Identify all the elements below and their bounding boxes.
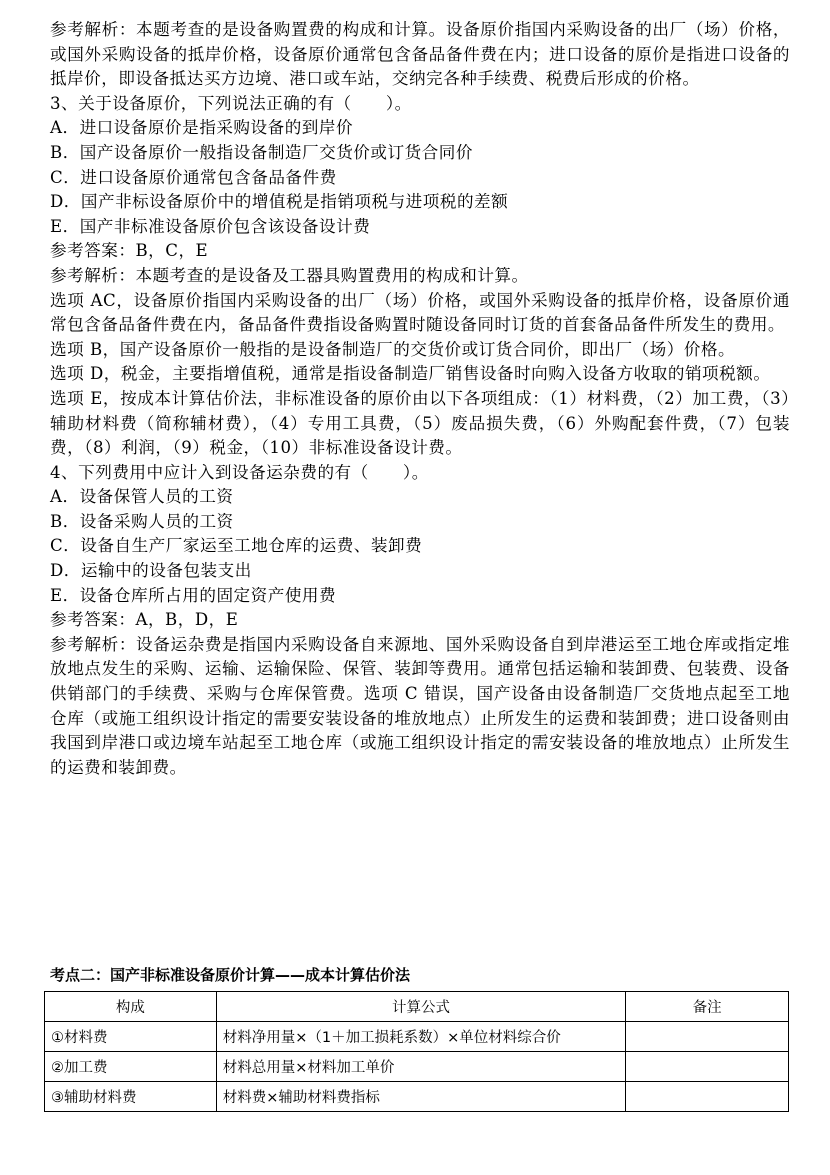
question-3-option-a: A．进口设备原价是指采购设备的到岸价 [50,118,354,138]
table-cell: 材料总用量×材料加工单价 [216,1052,625,1082]
question-4-option-d: D．运输中的设备包装支出 [50,561,252,581]
column-header-formula: 计算公式 [216,992,625,1022]
table-row [45,1022,789,1052]
question-4-analysis: 参考解析：设备运杂费是指国内采购设备自来源地、国外采购设备自到岸港运至工地仓库或指定堆放地点发生的采购、运输、运输保险、保管、装卸等费用。通常包括运输和装卸费、包装费、设备供销部门的手续费、采购与仓库保管费。选项 C 错误，国产设备由设备制造厂交货地点起至工地仓库（或施工组织设计指定的需要安装设备的堆放地点）止所发生的运费和装卸费；进口设备则由我国到岸港口或边境车站起至工地仓库（或施工组织设计指定的需安装设备的堆放地点）止所发生的运费和装卸费。 [50,634,790,777]
question-4-option-b: B．设备采购人员的工资 [50,511,234,531]
table-row [45,1082,789,1112]
table-cell: ②加工费 [45,1052,217,1082]
table-cell: ①材料费 [45,1022,217,1052]
table-cell [626,1082,789,1112]
question-3-answer: 参考答案：B，C，E [50,241,209,261]
column-header-composition: 构成 [45,992,217,1022]
table-cell [626,1052,789,1082]
question-4-stem: 4、下列费用中应计入到设备运杂费的有（ ）。 [50,462,429,482]
question-3-option-d: D．国产非标设备原价中的增值税是指销项税与进项税的差额 [50,192,509,212]
question-3-analysis-ac: 选项 AC，设备原价指国内采购设备的出厂（场）价格，或国外采购设备的抵岸价格，设备原价通常包含备品备件费在内，备品备件费指设备购置时随设备同时订货的首套备品备件所发生的费用。 [50,290,790,335]
question-3-analysis-e: 选项 E，按成本计算估价法，非标准设备的原价由以下各项组成：（1）材料费，（2）加工费，（3）辅助材料费（简称辅材费），（4）专用工具费，（5）废品损失费，（6）外购配套件费，（7）包装费，（8）利润，（9）税金，（10）非标准设备设计费。 [50,388,790,458]
table-row [45,1052,789,1082]
question-3-option-b: B．国产设备原价一般指设备制造厂交货价或订货合同价 [50,142,473,162]
question-4-answer: 参考答案：A，B，D，E [50,610,239,630]
column-header-remarks: 备注 [626,992,789,1022]
table-cell: 材料净用量×（1＋加工损耗系数）×单位材料综合价 [216,1022,625,1052]
question-4-option-c: C．设备自生产厂家运至工地仓库的运费、装卸费 [50,536,423,556]
question-3-stem: 3、关于设备原价，下列说法正确的有（ ）。 [50,93,412,113]
cost-table [44,991,789,1112]
body-text [50,18,790,780]
question-3-analysis: 参考解析：本题考查的是设备及工器具购置费用的构成和计算。 [50,265,529,285]
question-4-option-a: A．设备保管人员的工资 [50,487,234,507]
question-3-analysis-d: 选项 D，税金，主要指增值税，通常是指设备制造厂销售设备时向购入设备方收取的销项税额。 [50,364,771,384]
table-cell [626,1022,789,1052]
table-header-row [45,992,789,1022]
section-title: 考点二：国产非标准设备原价计算——成本计算估价法 [50,966,411,984]
question-3-option-c: C．进口设备原价通常包含备品备件费 [50,167,337,187]
question-3-option-e: E．国产非标准设备原价包含该设备设计费 [50,216,371,236]
question-3-analysis-b: 选项 B，国产设备原价一般指的是设备制造厂的交货价或订货合同价，即出厂（场）价格。 [50,339,736,359]
table-cell: ③辅助材料费 [45,1082,217,1112]
analysis-q2: 参考解析：本题考查的是设备购置费的构成和计算。设备原价指国内采购设备的出厂（场）价格，或国外采购设备的抵岸价格，设备原价通常包含备品备件费在内；进口设备的原价是指进口设备的抵岸价，即设备抵达买方边境、港口或车站，交纳完各种手续费、税费后形成的价格。 [50,20,790,89]
table-cell: 材料费×辅助材料费指标 [216,1082,625,1112]
question-4-option-e: E．设备仓库所占用的固定资产使用费 [50,585,337,605]
